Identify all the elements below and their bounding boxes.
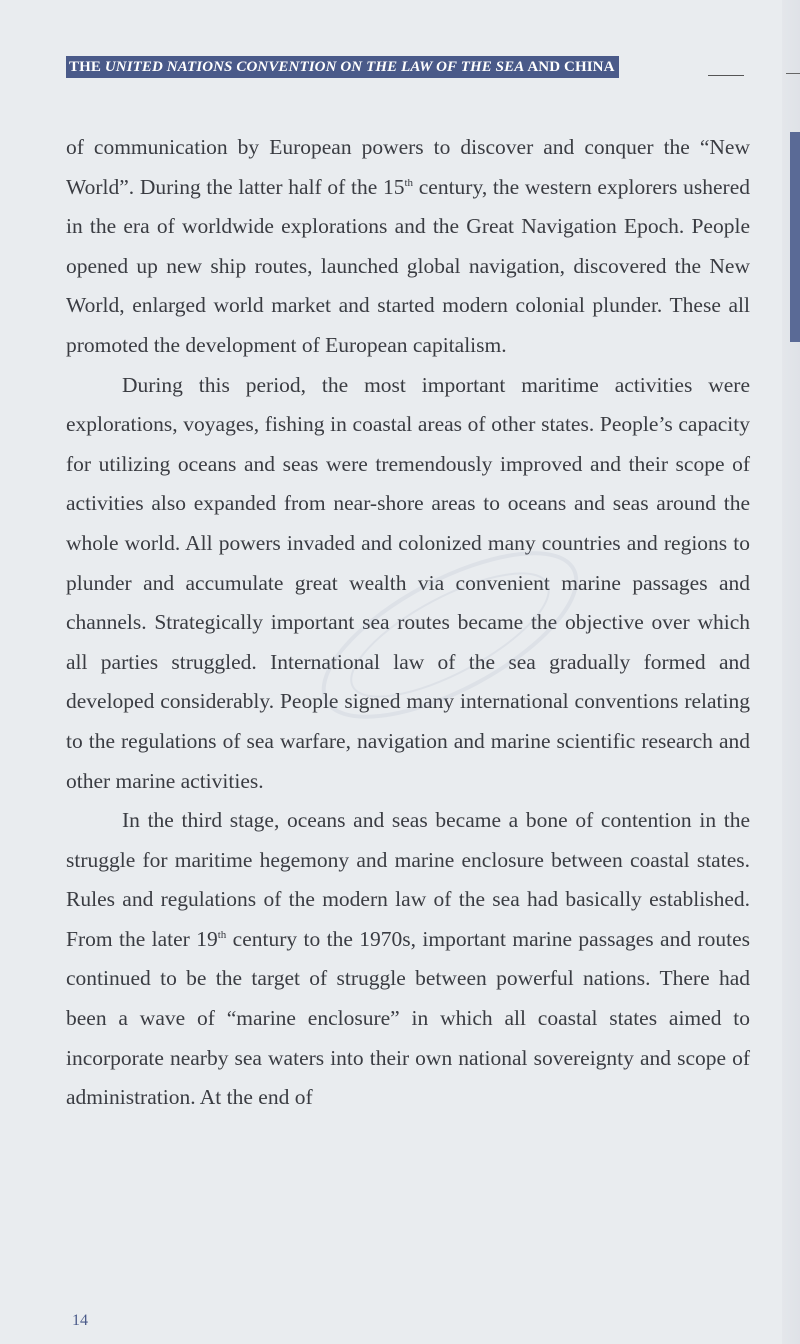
superscript-th: th (404, 176, 414, 189)
paragraph-1-b: century, the western explorers ushered in the era of worldwide explorations and the Great Navigation Epoch. People opened up new ship routes, launched global navigation, discovered the New World, enlarged world market and started modern colonial plunder. These all promoted the development of European capitalism. (66, 174, 750, 357)
paragraph-1 (66, 128, 750, 366)
header-rule-right (786, 73, 800, 74)
running-header (66, 56, 619, 78)
page-number: 14 (72, 1312, 88, 1329)
header-part-2: UNITED NATIONS CONVENTION ON THE LAW OF THE SEA (104, 59, 525, 75)
header-part-3: AND CHINA (524, 59, 615, 75)
header-part-1: THE (69, 59, 105, 75)
paragraph-2: During this period, the most important maritime activities were explorations, voyages, fishing in coastal areas of other states. People’s capacity for utilizing oceans and seas were tremendously improved and their scope of activities also expanded from near-shore areas to oceans and seas around the whole world. All powers invaded and colonized many countries and regions to plunder and accumulate great wealth via convenient marine passages and channels. Strategically important sea routes became the objective over which all parties struggled. International law of the sea gradually formed and developed considerably. People signed many international conventions relating to the regulations of sea warfare, navigation and marine scientific research and other marine activities. (66, 372, 750, 793)
paragraph-3 (66, 801, 750, 1118)
paragraph-3-a: In the third stage, oceans and seas became a bone of contention in the struggle for maritime hegemony and marine enclosure between coastal states. Rules and regulations of the modern law of the sea had basically established. From the later 19 (66, 808, 750, 951)
paragraph-3-b: century to the 1970s, important marine passages and routes continued to be the target of struggle between powerful nations. There had been a wave of “marine enclosure” in which all coastal states aimed to incorporate nearby sea waters into their own national sovereignty and scope of administration. At the end of (66, 926, 750, 1110)
body-text (66, 128, 750, 1118)
superscript-th: th (217, 928, 227, 941)
chapter-side-tab (790, 132, 800, 342)
paragraph-1-a: of communication by European powers to discover and conquer the “New World”. During the latter half of the 15 (66, 135, 750, 199)
header-rule (708, 75, 744, 76)
